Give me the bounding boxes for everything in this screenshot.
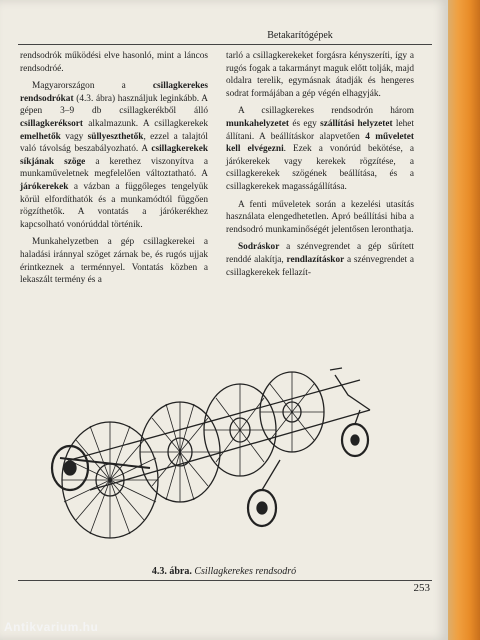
header-rule — [18, 44, 432, 45]
book-spine-edge — [446, 0, 480, 640]
star-wheel-3 — [204, 384, 276, 476]
right-column — [226, 50, 414, 284]
rake-illustration — [30, 340, 390, 562]
ground-wheel-rear — [248, 490, 276, 526]
running-header: Betakarítógépek — [267, 30, 333, 41]
ground-wheel-front — [52, 446, 88, 490]
wheel-rake-drawing — [30, 340, 390, 562]
left-column — [20, 50, 208, 292]
figure-caption-text: Csillagkerekes rendsodró — [194, 566, 297, 577]
footer-rule — [18, 580, 432, 581]
right-paragraph-2: A csillagkerekes rendsodrón három munkahelyzetet és egy szállítási helyzetet lehet állítani. A beállításkor alapvetően 4 műveletet kell elvégezni. Ezek a vonórúd bekötése, a járókerekek vagy kerekek rögzítése, a csillagkerekek szögének beállítása, és a csillagkerekek magasságállítása. — [226, 106, 414, 192]
right-paragraph-1: tarló a csillagkerekeket forgásra kényszeríti, így a rugós fogak a takarmányt maguk előtt tolják, majd oldalra terelik, egymásnak átadják és hengeres sodrat formájában a gép végén elhagyják. — [226, 51, 414, 99]
star-wheel-4 — [260, 372, 324, 452]
figure-number: 4.3. ábra. — [151, 566, 192, 577]
left-paragraph-2: Magyarországon a csillagkerekes rendsodrókat (4.3. ábra) használjuk leginkább. A gépen 3–9 db csillagkerékből álló csillagkeréksort alkalmazunk. A csillagkerekek emelhetők vagy süllyeszthetők, ezzel a talajtól való távolság beszabályozható. A csillagkerekek síkjának szöge a kerethez viszonyítva a munkaműveletnek megfelelően változtatható. A járókerekek a vázban a függőleges tengelyük körül elfordíthatók és a munkamódtól függően rögzíthetők. A vontatás a járókerékhez kapcsolható vonórúddal történik. — [20, 81, 208, 230]
right-paragraph-3: A fenti műveletek során a kezelési utasítás használata elengedhetetlen. Apró beállítási hiba a rendsodró munkaminőségét jelentősen leronthatja. — [226, 199, 414, 235]
star-wheel-1 — [62, 422, 158, 538]
left-paragraph-3: Munkahelyzetben a gép csillagkerekei a haladási iránnyal szöget zárnak be, és rugós ujjak érintkeznek a terménnyel. Vontatás közben a lekaszált termény és a — [20, 237, 208, 286]
watermark: Antikvarium.hu — [4, 620, 99, 634]
right-paragraph-4: Sodráskor a szénvegrendet a gép sűrített renddé alakítja, rendlazításkor a szénvegrendet a csillagkerekek fellazít- — [226, 242, 414, 278]
ground-wheel-side — [342, 424, 368, 456]
page-number: 253 — [413, 582, 430, 594]
figure-caption — [0, 566, 448, 577]
left-paragraph-1: rendsodrók működési elve hasonló, mint a láncos rendsodróé. — [20, 51, 208, 74]
